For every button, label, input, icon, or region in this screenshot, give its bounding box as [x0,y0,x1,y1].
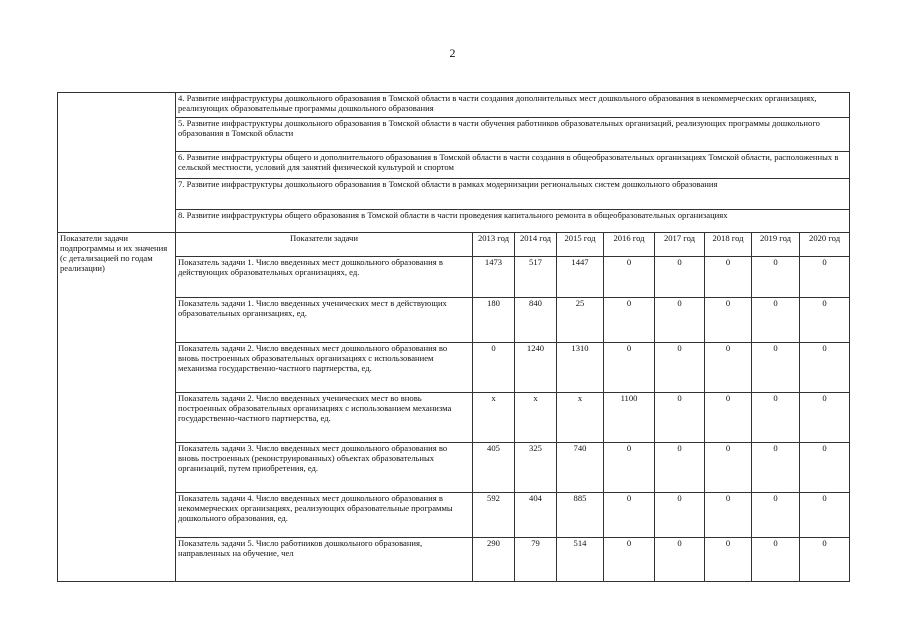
value-cell: 0 [800,343,850,393]
value-cell: 740 [557,443,604,493]
year-header: 2020 год [800,233,850,257]
value-cell: 0 [800,493,850,538]
value-cell: 0 [604,343,655,393]
value-cell: 180 [473,298,515,343]
year-header: 2013 год [473,233,515,257]
blank-label-cell [58,93,176,233]
value-cell: 1100 [604,393,655,443]
value-cell: 0 [655,298,705,343]
value-cell: 0 [705,343,752,393]
value-cell: 1473 [473,257,515,298]
value-cell: 1310 [557,343,604,393]
indicator-label: Показатель задачи 3. Число введенных мест дошкольного образования во вновь построенных (реконструированных) объектах образовательных организаций, путем приобретения, ед. [176,443,473,493]
value-cell: 0 [604,257,655,298]
task-text: 5. Развитие инфраструктуры дошкольного образования в Томской области в части обучения работников образовательных организаций, реализующих программы дошкольного образования в Томской области [176,118,850,152]
value-cell: 0 [604,443,655,493]
value-cell: 0 [800,298,850,343]
indicator-row [58,538,850,582]
year-header: 2017 год [655,233,705,257]
year-header: 2019 год [752,233,800,257]
task-text: 7. Развитие инфраструктуры дошкольного образования в Томской области в рамках модернизации региональных систем дошкольного образования [176,179,850,210]
indicator-row [58,343,850,393]
year-header: 2016 год [604,233,655,257]
task-text: 8. Развитие инфраструктуры общего образования в Томской области в части проведения капитального ремонта в общеобразовательных организациях [176,210,850,233]
value-cell: 0 [705,257,752,298]
indicator-row [58,257,850,298]
indicators-side-label: Показатели задачи подпрограммы и их значения (с детализацией по годам реализации) [58,233,176,582]
task-text: 6. Развитие инфраструктуры общего и дополнительного образования в Томской области в части создания в общеобразовательных организациях Томской области, расположенных в сельской местности, условий для занятий физической культурой и спортом [176,152,850,179]
value-cell: х [515,393,557,443]
value-cell: 0 [473,343,515,393]
value-cell: 1240 [515,343,557,393]
indicator-label: Показатель задачи 1. Число введенных ученических мест в действующих образовательных организациях, ед. [176,298,473,343]
indicator-label: Показатель задачи 1. Число введенных мест дошкольного образования в действующих образовательных организациях, ед. [176,257,473,298]
value-cell: 0 [604,538,655,582]
value-cell: 1447 [557,257,604,298]
indicator-label: Показатель задачи 4. Число введенных мест дошкольного образования в некоммерческих организациях, реализующих образовательные программы дошкольного образования, ед. [176,493,473,538]
header-row [58,233,850,257]
value-cell: 592 [473,493,515,538]
task-text: 4. Развитие инфраструктуры дошкольного образования в Томской области в части создания дополнительных мест дошкольного образования в некоммерческих организациях, реализующих образовательные программы дошкольного образования [176,93,850,118]
value-cell: 0 [752,343,800,393]
value-cell: 0 [752,538,800,582]
task-row [58,210,850,233]
value-cell: 0 [752,298,800,343]
year-header: 2018 год [705,233,752,257]
value-cell: 405 [473,443,515,493]
task-row [58,118,850,152]
indicator-row [58,298,850,343]
value-cell: 0 [655,538,705,582]
value-cell: 0 [752,257,800,298]
value-cell: 0 [800,538,850,582]
value-cell: 0 [604,298,655,343]
value-cell: 404 [515,493,557,538]
value-cell: 0 [655,393,705,443]
value-cell: 79 [515,538,557,582]
value-cell: 0 [705,493,752,538]
indicator-label: Показатель задачи 2. Число введенных ученических мест во вновь построенных образовательных организациях с использованием механизма государственно-частного партнерства, ед. [176,393,473,443]
value-cell: 325 [515,443,557,493]
value-cell: 517 [515,257,557,298]
value-cell: 0 [800,393,850,443]
task-row [58,93,850,118]
year-header: 2014 год [515,233,557,257]
indicator-row [58,393,850,443]
indicator-row [58,493,850,538]
year-header: 2015 год [557,233,604,257]
indicator-label: Показатель задачи 5. Число работников дошкольного образования, направленных на обучение, чел [176,538,473,582]
value-cell: 25 [557,298,604,343]
value-cell: 885 [557,493,604,538]
value-cell: 0 [752,493,800,538]
indicators-header: Показатели задачи [176,233,473,257]
value-cell: 0 [705,298,752,343]
value-cell: 0 [705,443,752,493]
indicator-label: Показатель задачи 2. Число введенных мест дошкольного образования во вновь построенных образовательных организациях с использованием механизма государственно-частного партнерства, ед. [176,343,473,393]
value-cell: 0 [604,493,655,538]
value-cell: 0 [800,443,850,493]
value-cell: 514 [557,538,604,582]
program-table [57,92,850,582]
value-cell: 0 [655,443,705,493]
value-cell: 0 [655,257,705,298]
value-cell: 290 [473,538,515,582]
value-cell: 0 [705,393,752,443]
value-cell: х [473,393,515,443]
value-cell: 0 [800,257,850,298]
value-cell: 0 [705,538,752,582]
value-cell: 840 [515,298,557,343]
value-cell: х [557,393,604,443]
task-row [58,152,850,179]
page-number: 2 [449,46,456,60]
value-cell: 0 [752,393,800,443]
task-row [58,179,850,210]
value-cell: 0 [655,493,705,538]
indicator-row [58,443,850,493]
value-cell: 0 [655,343,705,393]
value-cell: 0 [752,443,800,493]
